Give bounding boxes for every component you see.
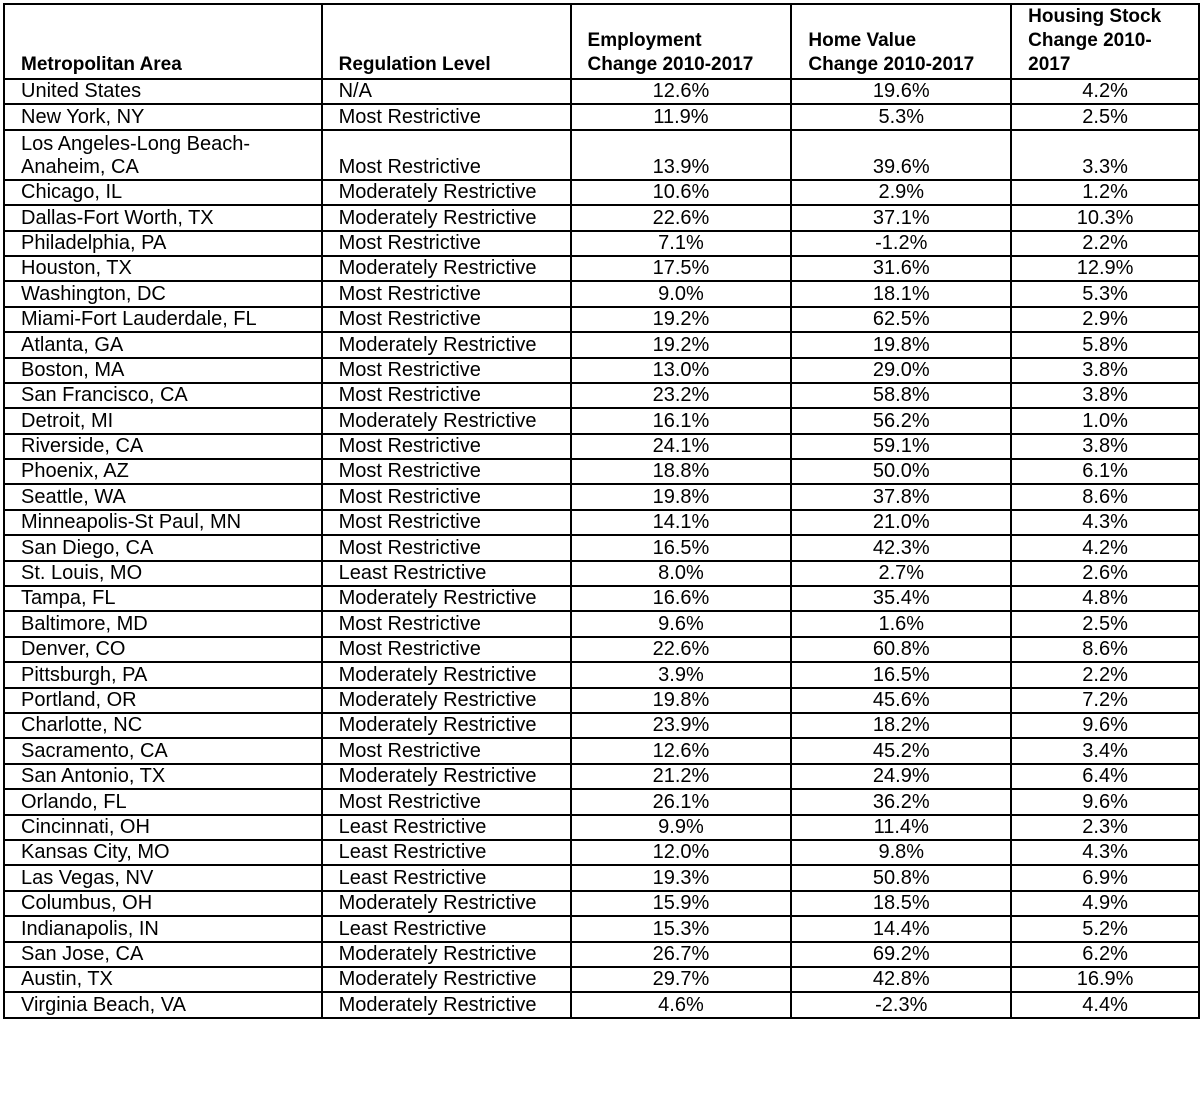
housing-stock-change-cell: 8.6% xyxy=(1011,637,1199,662)
metro-cell: Baltimore, MD xyxy=(4,611,322,636)
housing-stock-change-cell: 2.2% xyxy=(1011,662,1199,687)
regulation-cell: Least Restrictive xyxy=(322,815,571,840)
housing-stock-change-cell: 4.2% xyxy=(1011,79,1199,104)
regulation-cell: Most Restrictive xyxy=(322,459,571,484)
table-row xyxy=(4,713,1199,738)
regulation-cell: Most Restrictive xyxy=(322,383,571,408)
employment-change-cell: 23.9% xyxy=(571,713,792,738)
employment-change-cell: 29.7% xyxy=(571,967,792,992)
table-row xyxy=(4,662,1199,687)
employment-change-cell: 16.1% xyxy=(571,408,792,433)
home-value-change-cell: 45.2% xyxy=(791,738,1011,763)
regulation-cell: Moderately Restrictive xyxy=(322,967,571,992)
housing-stock-change-cell: 2.5% xyxy=(1011,104,1199,129)
employment-change-cell: 19.8% xyxy=(571,688,792,713)
housing-stock-change-cell: 5.8% xyxy=(1011,332,1199,357)
table-row xyxy=(4,764,1199,789)
home-value-change-cell: 31.6% xyxy=(791,256,1011,281)
regulation-cell: Moderately Restrictive xyxy=(322,408,571,433)
housing-stock-change-cell: 6.1% xyxy=(1011,459,1199,484)
regulation-cell: Most Restrictive xyxy=(322,231,571,256)
home-value-change-cell: 50.0% xyxy=(791,459,1011,484)
housing-stock-change-cell: 7.2% xyxy=(1011,688,1199,713)
home-value-change-cell: 37.8% xyxy=(791,484,1011,509)
home-value-change-cell: 14.4% xyxy=(791,916,1011,941)
housing-stock-change-cell: 5.2% xyxy=(1011,916,1199,941)
home-value-change-cell: 19.8% xyxy=(791,332,1011,357)
metro-cell: Detroit, MI xyxy=(4,408,322,433)
table-row xyxy=(4,281,1199,306)
employment-change-cell: 22.6% xyxy=(571,205,792,230)
metro-cell: Chicago, IL xyxy=(4,180,322,205)
housing-stock-change-cell: 2.5% xyxy=(1011,611,1199,636)
metro-cell: Charlotte, NC xyxy=(4,713,322,738)
housing-stock-change-cell: 1.0% xyxy=(1011,408,1199,433)
metro-cell: Virginia Beach, VA xyxy=(4,992,322,1017)
employment-change-cell: 13.0% xyxy=(571,358,792,383)
table-row xyxy=(4,434,1199,459)
home-value-change-cell: 39.6% xyxy=(791,130,1011,180)
metro-cell: Seattle, WA xyxy=(4,484,322,509)
metro-cell: Pittsburgh, PA xyxy=(4,662,322,687)
home-value-change-cell: -2.3% xyxy=(791,992,1011,1017)
table-row xyxy=(4,358,1199,383)
employment-change-cell: 12.6% xyxy=(571,79,792,104)
employment-change-cell: 21.2% xyxy=(571,764,792,789)
header-employment-change: Employment Change 2010-2017 xyxy=(571,4,792,79)
header-metropolitan-area: Metropolitan Area xyxy=(4,4,322,79)
home-value-change-cell: 16.5% xyxy=(791,662,1011,687)
home-value-change-cell: 45.6% xyxy=(791,688,1011,713)
metro-cell: Houston, TX xyxy=(4,256,322,281)
table-row xyxy=(4,307,1199,332)
home-value-change-cell: 2.7% xyxy=(791,561,1011,586)
home-value-change-cell: 62.5% xyxy=(791,307,1011,332)
metro-cell: Riverside, CA xyxy=(4,434,322,459)
home-value-change-cell: 60.8% xyxy=(791,637,1011,662)
regulation-cell: Most Restrictive xyxy=(322,510,571,535)
metro-cell: Las Vegas, NV xyxy=(4,865,322,890)
regulation-cell: Most Restrictive xyxy=(322,358,571,383)
housing-stock-change-cell: 9.6% xyxy=(1011,789,1199,814)
employment-change-cell: 19.2% xyxy=(571,332,792,357)
home-value-change-cell: 69.2% xyxy=(791,942,1011,967)
employment-change-cell: 17.5% xyxy=(571,256,792,281)
header-regulation-level: Regulation Level xyxy=(322,4,571,79)
housing-stock-change-cell: 10.3% xyxy=(1011,205,1199,230)
regulation-cell: Most Restrictive xyxy=(322,130,571,180)
employment-change-cell: 14.1% xyxy=(571,510,792,535)
housing-stock-change-cell: 4.3% xyxy=(1011,840,1199,865)
regulation-cell: Moderately Restrictive xyxy=(322,662,571,687)
regulation-cell: Moderately Restrictive xyxy=(322,205,571,230)
metro-cell: Columbus, OH xyxy=(4,891,322,916)
housing-stock-change-cell: 6.4% xyxy=(1011,764,1199,789)
home-value-change-cell: 59.1% xyxy=(791,434,1011,459)
employment-change-cell: 13.9% xyxy=(571,130,792,180)
housing-stock-change-cell: 4.4% xyxy=(1011,992,1199,1017)
metro-cell: St. Louis, MO xyxy=(4,561,322,586)
metro-cell: San Antonio, TX xyxy=(4,764,322,789)
table-row xyxy=(4,967,1199,992)
regulation-cell: Most Restrictive xyxy=(322,738,571,763)
table-row xyxy=(4,637,1199,662)
metro-cell: Los Angeles-Long Beach-Anaheim, CA xyxy=(4,130,322,180)
employment-change-cell: 4.6% xyxy=(571,992,792,1017)
home-value-change-cell: 11.4% xyxy=(791,815,1011,840)
employment-change-cell: 10.6% xyxy=(571,180,792,205)
home-value-change-cell: 1.6% xyxy=(791,611,1011,636)
housing-stock-change-cell: 2.3% xyxy=(1011,815,1199,840)
housing-stock-change-cell: 4.2% xyxy=(1011,535,1199,560)
home-value-change-cell: -1.2% xyxy=(791,231,1011,256)
table-row xyxy=(4,815,1199,840)
metro-cell: Kansas City, MO xyxy=(4,840,322,865)
metro-cell: San Diego, CA xyxy=(4,535,322,560)
housing-stock-change-cell: 16.9% xyxy=(1011,967,1199,992)
table-row xyxy=(4,484,1199,509)
employment-change-cell: 16.5% xyxy=(571,535,792,560)
table-row xyxy=(4,992,1199,1017)
housing-stock-change-cell: 3.8% xyxy=(1011,383,1199,408)
header-housing-stock-change: Housing Stock Change 2010-2017 xyxy=(1011,4,1199,79)
home-value-change-cell: 29.0% xyxy=(791,358,1011,383)
home-value-change-cell: 18.2% xyxy=(791,713,1011,738)
employment-change-cell: 24.1% xyxy=(571,434,792,459)
home-value-change-cell: 9.8% xyxy=(791,840,1011,865)
table-row xyxy=(4,942,1199,967)
employment-change-cell: 26.1% xyxy=(571,789,792,814)
regulation-cell: Most Restrictive xyxy=(322,307,571,332)
metro-cell: Tampa, FL xyxy=(4,586,322,611)
employment-change-cell: 15.3% xyxy=(571,916,792,941)
employment-change-cell: 12.0% xyxy=(571,840,792,865)
table-row xyxy=(4,738,1199,763)
table-row xyxy=(4,79,1199,104)
home-value-change-cell: 18.5% xyxy=(791,891,1011,916)
metro-cell: San Francisco, CA xyxy=(4,383,322,408)
metro-regulation-table xyxy=(3,3,1200,1019)
regulation-cell: Moderately Restrictive xyxy=(322,942,571,967)
employment-change-cell: 12.6% xyxy=(571,738,792,763)
table-row xyxy=(4,130,1199,180)
table-row xyxy=(4,510,1199,535)
table-row xyxy=(4,891,1199,916)
housing-stock-change-cell: 4.3% xyxy=(1011,510,1199,535)
regulation-cell: Moderately Restrictive xyxy=(322,180,571,205)
housing-stock-change-cell: 3.8% xyxy=(1011,434,1199,459)
table-row xyxy=(4,408,1199,433)
housing-stock-change-cell: 12.9% xyxy=(1011,256,1199,281)
table-body xyxy=(4,79,1199,1018)
housing-stock-change-cell: 5.3% xyxy=(1011,281,1199,306)
metro-cell: Sacramento, CA xyxy=(4,738,322,763)
regulation-cell: Moderately Restrictive xyxy=(322,891,571,916)
housing-stock-change-cell: 1.2% xyxy=(1011,180,1199,205)
regulation-cell: Least Restrictive xyxy=(322,561,571,586)
table-row xyxy=(4,459,1199,484)
regulation-cell: Most Restrictive xyxy=(322,789,571,814)
table-row xyxy=(4,865,1199,890)
metro-cell: Miami-Fort Lauderdale, FL xyxy=(4,307,322,332)
metro-cell: United States xyxy=(4,79,322,104)
regulation-cell: Moderately Restrictive xyxy=(322,332,571,357)
regulation-cell: Moderately Restrictive xyxy=(322,992,571,1017)
regulation-cell: Most Restrictive xyxy=(322,535,571,560)
home-value-change-cell: 42.3% xyxy=(791,535,1011,560)
home-value-change-cell: 2.9% xyxy=(791,180,1011,205)
employment-change-cell: 11.9% xyxy=(571,104,792,129)
table-row xyxy=(4,104,1199,129)
table-row xyxy=(4,256,1199,281)
metro-cell: Denver, CO xyxy=(4,637,322,662)
metro-cell: Philadelphia, PA xyxy=(4,231,322,256)
table-row xyxy=(4,561,1199,586)
housing-stock-change-cell: 4.9% xyxy=(1011,891,1199,916)
housing-stock-change-cell: 2.6% xyxy=(1011,561,1199,586)
employment-change-cell: 15.9% xyxy=(571,891,792,916)
metro-cell: Washington, DC xyxy=(4,281,322,306)
table-row xyxy=(4,789,1199,814)
home-value-change-cell: 5.3% xyxy=(791,104,1011,129)
regulation-cell: Moderately Restrictive xyxy=(322,713,571,738)
regulation-cell: N/A xyxy=(322,79,571,104)
table-row xyxy=(4,535,1199,560)
home-value-change-cell: 42.8% xyxy=(791,967,1011,992)
table-row xyxy=(4,332,1199,357)
regulation-cell: Least Restrictive xyxy=(322,840,571,865)
metro-cell: Orlando, FL xyxy=(4,789,322,814)
housing-stock-change-cell: 3.3% xyxy=(1011,130,1199,180)
employment-change-cell: 23.2% xyxy=(571,383,792,408)
employment-change-cell: 7.1% xyxy=(571,231,792,256)
housing-stock-change-cell: 3.4% xyxy=(1011,738,1199,763)
regulation-cell: Most Restrictive xyxy=(322,434,571,459)
table-row xyxy=(4,231,1199,256)
regulation-cell: Most Restrictive xyxy=(322,104,571,129)
housing-stock-change-cell: 8.6% xyxy=(1011,484,1199,509)
regulation-cell: Least Restrictive xyxy=(322,865,571,890)
table-row xyxy=(4,916,1199,941)
home-value-change-cell: 56.2% xyxy=(791,408,1011,433)
metro-cell: Indianapolis, IN xyxy=(4,916,322,941)
employment-change-cell: 9.9% xyxy=(571,815,792,840)
metro-cell: Portland, OR xyxy=(4,688,322,713)
home-value-change-cell: 21.0% xyxy=(791,510,1011,535)
metro-cell: Phoenix, AZ xyxy=(4,459,322,484)
metro-cell: New York, NY xyxy=(4,104,322,129)
regulation-cell: Moderately Restrictive xyxy=(322,586,571,611)
employment-change-cell: 19.3% xyxy=(571,865,792,890)
employment-change-cell: 19.2% xyxy=(571,307,792,332)
regulation-cell: Least Restrictive xyxy=(322,916,571,941)
table-row xyxy=(4,688,1199,713)
metro-cell: Dallas-Fort Worth, TX xyxy=(4,205,322,230)
metro-cell: Atlanta, GA xyxy=(4,332,322,357)
metro-cell: Cincinnati, OH xyxy=(4,815,322,840)
housing-stock-change-cell: 2.2% xyxy=(1011,231,1199,256)
employment-change-cell: 26.7% xyxy=(571,942,792,967)
housing-stock-change-cell: 6.2% xyxy=(1011,942,1199,967)
header-row xyxy=(4,4,1199,79)
housing-stock-change-cell: 9.6% xyxy=(1011,713,1199,738)
employment-change-cell: 9.0% xyxy=(571,281,792,306)
regulation-cell: Moderately Restrictive xyxy=(322,256,571,281)
regulation-cell: Most Restrictive xyxy=(322,611,571,636)
housing-stock-change-cell: 4.8% xyxy=(1011,586,1199,611)
employment-change-cell: 19.8% xyxy=(571,484,792,509)
housing-stock-change-cell: 3.8% xyxy=(1011,358,1199,383)
employment-change-cell: 18.8% xyxy=(571,459,792,484)
employment-change-cell: 8.0% xyxy=(571,561,792,586)
table-row xyxy=(4,611,1199,636)
employment-change-cell: 22.6% xyxy=(571,637,792,662)
home-value-change-cell: 58.8% xyxy=(791,383,1011,408)
metro-cell: San Jose, CA xyxy=(4,942,322,967)
metro-cell: Minneapolis-St Paul, MN xyxy=(4,510,322,535)
home-value-change-cell: 37.1% xyxy=(791,205,1011,230)
employment-change-cell: 9.6% xyxy=(571,611,792,636)
housing-stock-change-cell: 2.9% xyxy=(1011,307,1199,332)
regulation-cell: Most Restrictive xyxy=(322,281,571,306)
table-row xyxy=(4,840,1199,865)
regulation-cell: Moderately Restrictive xyxy=(322,688,571,713)
employment-change-cell: 16.6% xyxy=(571,586,792,611)
home-value-change-cell: 35.4% xyxy=(791,586,1011,611)
table-row xyxy=(4,205,1199,230)
metro-cell: Austin, TX xyxy=(4,967,322,992)
home-value-change-cell: 50.8% xyxy=(791,865,1011,890)
employment-change-cell: 3.9% xyxy=(571,662,792,687)
home-value-change-cell: 36.2% xyxy=(791,789,1011,814)
home-value-change-cell: 19.6% xyxy=(791,79,1011,104)
table-row xyxy=(4,586,1199,611)
table-row xyxy=(4,383,1199,408)
home-value-change-cell: 24.9% xyxy=(791,764,1011,789)
regulation-cell: Most Restrictive xyxy=(322,637,571,662)
housing-stock-change-cell: 6.9% xyxy=(1011,865,1199,890)
regulation-cell: Most Restrictive xyxy=(322,484,571,509)
table-row xyxy=(4,180,1199,205)
home-value-change-cell: 18.1% xyxy=(791,281,1011,306)
header-home-value-change: Home Value Change 2010-2017 xyxy=(791,4,1011,79)
regulation-cell: Moderately Restrictive xyxy=(322,764,571,789)
metro-cell: Boston, MA xyxy=(4,358,322,383)
